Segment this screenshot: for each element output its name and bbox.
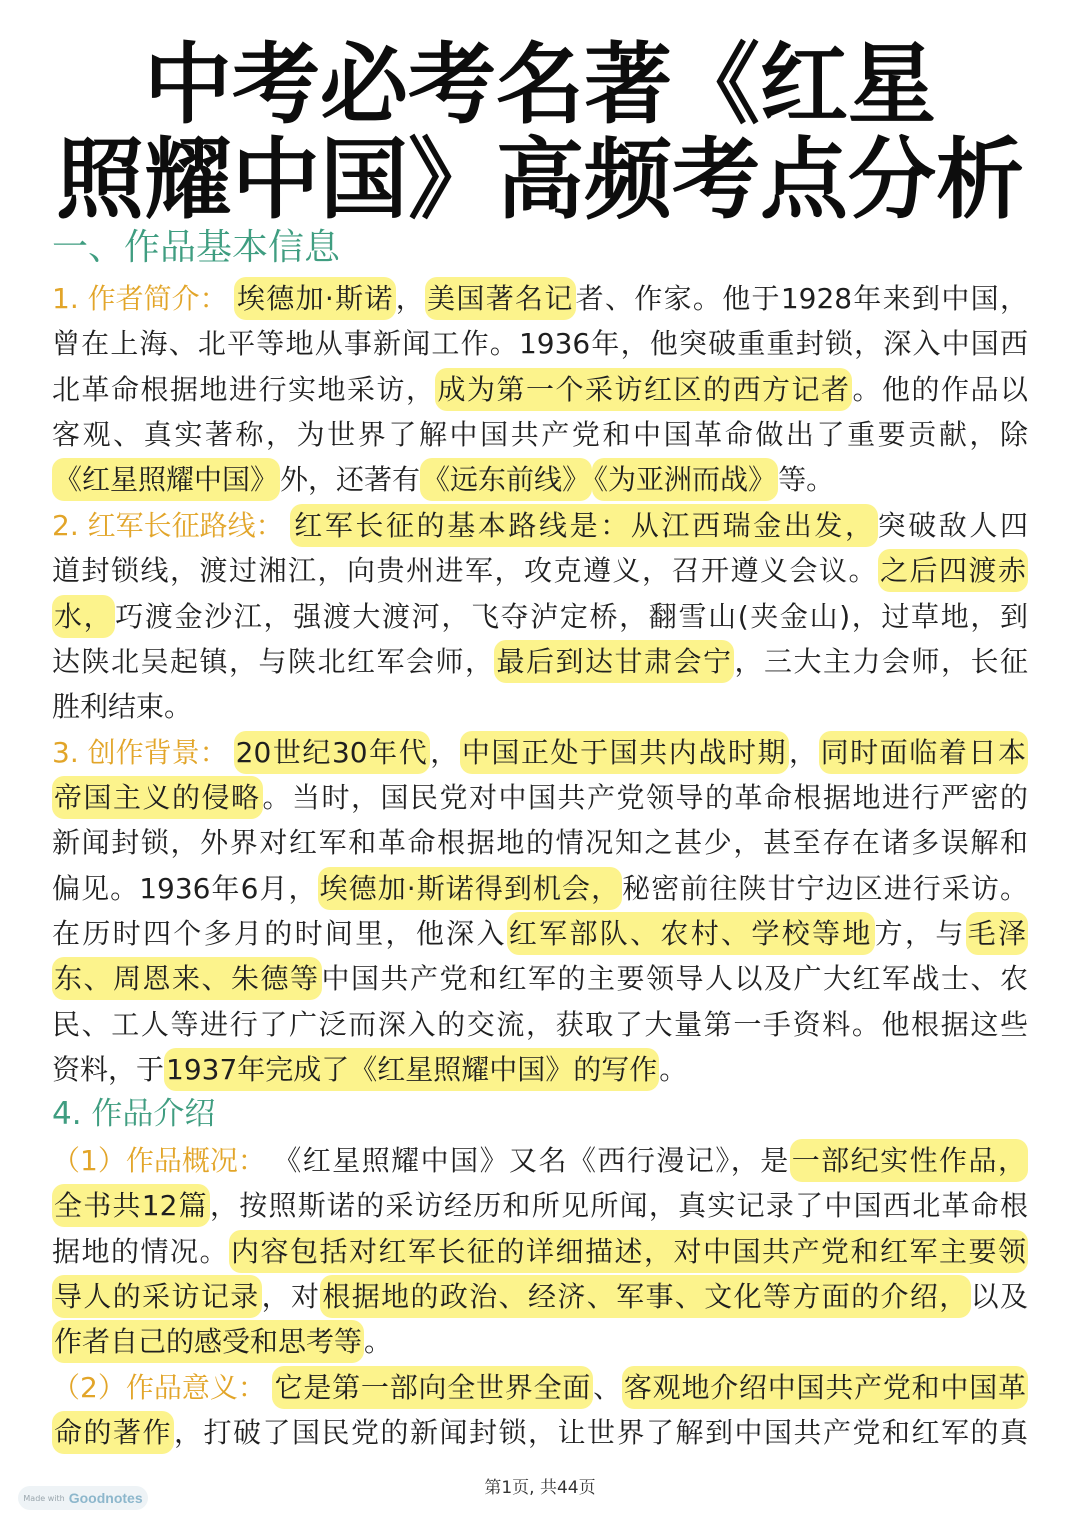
highlighted-text: 帝国主义的侵略 bbox=[52, 776, 263, 819]
highlighted-text: 中国正处于国共内战时期 bbox=[460, 731, 789, 774]
highlighted-text: 一部纪实性作品， bbox=[790, 1139, 1028, 1182]
text-line bbox=[52, 866, 1028, 911]
highlighted-text: 根据地的政治、经济、军事、文化等方面的介绍， bbox=[320, 1275, 970, 1318]
body-text: ，对 bbox=[261, 1279, 321, 1313]
body-text: 曾在上海、北平等地从事新闻工作。1936年，他突破重重封锁，深入中国西 bbox=[52, 327, 1028, 361]
body-text: 达陕北吴起镇，与陕北红军会师， bbox=[52, 644, 495, 678]
text-line bbox=[52, 911, 1028, 956]
text-line bbox=[52, 1138, 1028, 1183]
body-text: 《红星照耀中国》又名《西行漫记》，是 bbox=[271, 1143, 790, 1177]
content-block bbox=[52, 503, 1028, 730]
body-text: 秘密前往陕甘宁边区进行采访。 bbox=[622, 871, 1028, 905]
text-line bbox=[52, 1365, 1028, 1410]
text-line bbox=[52, 412, 1028, 457]
text-line bbox=[52, 639, 1028, 684]
body-text: 等。 bbox=[778, 463, 835, 497]
text-line bbox=[52, 775, 1028, 820]
text-line bbox=[52, 1183, 1028, 1228]
content-block bbox=[52, 1365, 1028, 1456]
page-indicator: 第1页, 共44页 bbox=[484, 1478, 596, 1498]
text-line bbox=[52, 548, 1028, 593]
body-text: 据地的情况。 bbox=[52, 1234, 229, 1268]
highlighted-text: 同时面临着日本 bbox=[819, 731, 1028, 774]
body-text: 以及 bbox=[970, 1279, 1028, 1313]
subsection-heading: 4. 作品介绍 bbox=[52, 1096, 216, 1133]
body-text: 新闻封锁，外界对红军和革命根据地的情况知之甚少，甚至存在诸多误解和 bbox=[52, 826, 1028, 860]
body-text: ， bbox=[395, 282, 426, 315]
item-label: （2）作品意义： bbox=[52, 1370, 266, 1404]
highlighted-text: 作者自己的感受和思考等 bbox=[52, 1320, 364, 1363]
highlighted-text: 水， bbox=[52, 595, 115, 638]
highlighted-text: 埃德加·斯诺 bbox=[234, 277, 396, 320]
item-label: 1. 作者简介： bbox=[52, 282, 228, 315]
body-text: 中国共产党和红军的主要领导人以及广大红军战士、农 bbox=[321, 962, 1028, 996]
highlighted-text: 导人的采访记录 bbox=[52, 1275, 262, 1318]
text-line bbox=[52, 1002, 1028, 1047]
highlighted-text: 它是第一部向全世界全面 bbox=[272, 1366, 593, 1409]
page-title-line-1: 中考必考名著《红星 bbox=[143, 33, 936, 136]
body-text: 客观、真实著称，为世界了解中国共产党和中国革命做出了重要贡献，除 bbox=[52, 418, 1028, 452]
body-text: 外，还著有 bbox=[280, 463, 421, 497]
text-line bbox=[52, 684, 1028, 729]
highlighted-text: 红军长征的基本路线是：从江西瑞金出发， bbox=[290, 504, 878, 547]
body-text: 。他的作品以 bbox=[852, 372, 1028, 406]
text-line bbox=[52, 1410, 1028, 1455]
content-block bbox=[52, 276, 1028, 503]
highlighted-text: 埃德加·斯诺得到机会， bbox=[318, 867, 623, 910]
item-label: 3. 创作背景： bbox=[52, 735, 228, 769]
goodnotes-watermark bbox=[18, 1486, 148, 1510]
text-line bbox=[52, 1274, 1028, 1319]
body-text: 民、工人等进行了广泛而深入的交流，获取了大量第一手资料。他根据这些 bbox=[52, 1007, 1028, 1041]
text-line bbox=[52, 594, 1028, 639]
highlighted-text: 全书共12篇 bbox=[52, 1184, 210, 1227]
body-text: 。当时，国民党对中国共产党领导的革命根据地进行严密的 bbox=[262, 780, 1028, 814]
highlighted-text: 内容包括对红军长征的详细描述，对中国共产党和红军主要领 bbox=[229, 1230, 1028, 1273]
page-title-line-2: 照耀中国》高频考点分析 bbox=[55, 128, 1024, 231]
highlighted-text: 20世纪30年代 bbox=[234, 731, 431, 774]
body-text: 者、作家。他于1928年来到中国， bbox=[575, 282, 1028, 315]
highlighted-text: 客观地介绍中国共产党和中国革 bbox=[622, 1366, 1028, 1409]
body-text: 方，与 bbox=[874, 917, 966, 951]
text-line bbox=[52, 820, 1028, 865]
highlighted-text: 1937年完成了《红星照耀中国》的写作 bbox=[164, 1048, 659, 1091]
body-text: 。 bbox=[364, 1325, 393, 1359]
body-text: 资料，于 bbox=[52, 1053, 165, 1087]
body-text: ，打破了国民党的新闻封锁，让世界了解到中国共产党和红军的真 bbox=[174, 1415, 1028, 1449]
body-text: ，按照斯诺的采访经历和所见所闻，真实记录了中国西北革命根 bbox=[209, 1189, 1028, 1223]
highlighted-text: 之后四渡赤 bbox=[878, 549, 1028, 592]
text-line bbox=[52, 367, 1028, 412]
body-text: 胜利结束。 bbox=[52, 690, 193, 724]
watermark-brand: Goodnotes bbox=[68, 1490, 143, 1506]
body-text: 道封锁线，渡过湘江，向贵州进军，攻克遵义，召开遵义会议。 bbox=[52, 554, 878, 588]
highlighted-text: 成为第一个采访红区的西方记者 bbox=[435, 368, 852, 411]
body-text: 突破敌人四 bbox=[877, 508, 1028, 542]
highlighted-text: 东、周恩来、朱德等 bbox=[52, 957, 322, 1000]
content-block bbox=[52, 730, 1028, 1093]
watermark-prefix: Made with bbox=[23, 1493, 65, 1503]
highlighted-text: 命的著作 bbox=[52, 1411, 174, 1454]
body-text: ，三大主力会师，长征 bbox=[734, 644, 1028, 678]
highlighted-text: 《红星照耀中国》 bbox=[52, 458, 280, 501]
text-line bbox=[52, 730, 1028, 775]
item-label: （1）作品概况： bbox=[52, 1143, 266, 1177]
text-line bbox=[52, 457, 1028, 502]
body-text: 在历时四个多月的时间里，他深入 bbox=[52, 917, 507, 951]
text-line bbox=[52, 276, 1028, 321]
body-text: ， bbox=[430, 735, 460, 769]
body-text: 偏见。1936年6月， bbox=[52, 871, 318, 905]
item-label: 2. 红军长征路线： bbox=[52, 508, 284, 542]
content-block bbox=[52, 1138, 1028, 1365]
body-text: 北革命根据地进行实地采访， bbox=[52, 372, 436, 406]
text-line bbox=[52, 1047, 1028, 1092]
body-text: 巧渡金沙江，强渡大渡河，飞夺泸定桥，翻雪山(夹金山)，过草地，到 bbox=[115, 599, 1028, 633]
body-text: 。 bbox=[659, 1053, 688, 1087]
highlighted-text: 红军部队、农村、学校等地 bbox=[507, 912, 875, 955]
text-line bbox=[52, 1229, 1028, 1274]
body-text: 、 bbox=[593, 1370, 622, 1404]
highlighted-text: 毛泽 bbox=[966, 912, 1028, 955]
document-body bbox=[52, 276, 1028, 1455]
section-heading: 一、作品基本信息 bbox=[52, 227, 341, 268]
highlighted-text: 最后到达甘肃会宁 bbox=[494, 640, 734, 683]
highlighted-text: 《远东前线》 bbox=[420, 458, 592, 501]
text-line bbox=[52, 503, 1028, 548]
text-line bbox=[52, 956, 1028, 1001]
body-text: ， bbox=[789, 735, 819, 769]
text-line bbox=[52, 321, 1028, 366]
highlighted-text: 美国著名记 bbox=[425, 277, 576, 320]
text-line bbox=[52, 1319, 1028, 1364]
highlighted-text: 《为亚洲而战》 bbox=[592, 458, 778, 501]
